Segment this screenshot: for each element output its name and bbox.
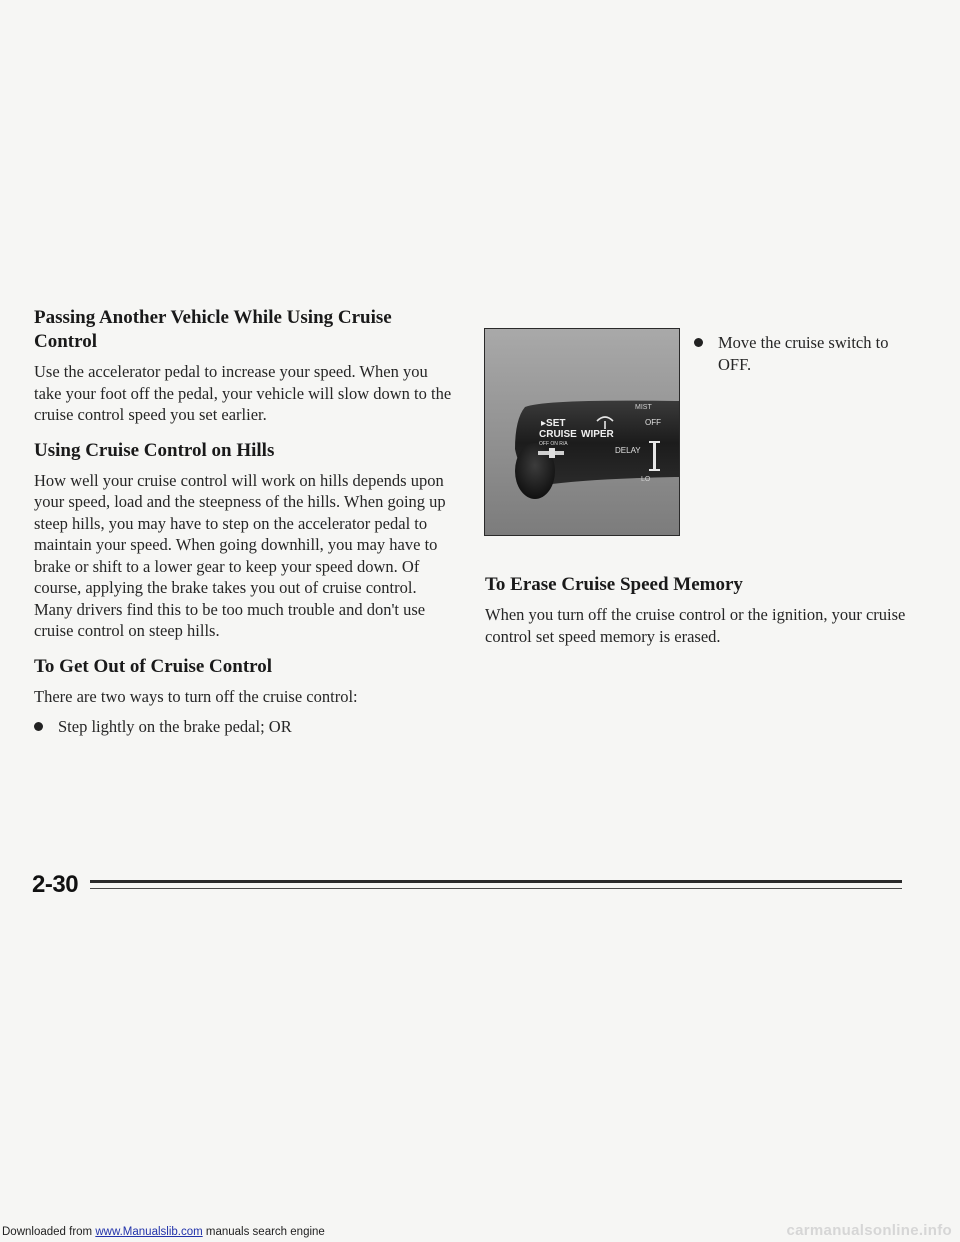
heading-get-out: To Get Out of Cruise Control [34,655,273,677]
wiper-label: WIPER [581,429,614,440]
bullet-icon [34,722,43,731]
cruise-stalk-illustration [485,329,679,535]
list-item-text: Move the cruise switch to OFF. [718,333,889,374]
off-label: OFF [645,418,661,427]
list-item-brake [34,716,452,738]
heading-hills: Using Cruise Control on Hills [34,439,275,461]
download-suffix: manuals search engine [202,1226,325,1238]
manualslib-link[interactable]: www.Manualslib.com [95,1226,203,1238]
download-prefix: Downloaded from [2,1226,96,1238]
list-item-text: Step lightly on the brake pedal; OR [58,717,292,736]
paragraph-passing: Use the accelerator pedal to increase your speed. When you take your foot off the pedal, your vehicle will slow down to the cruise control speed you set earlier. [34,362,452,424]
footer-rule [90,880,902,883]
download-attribution [2,1226,325,1238]
left-column [34,306,452,738]
delay-label: DELAY [615,446,641,455]
cruise-switch-photo [484,328,680,536]
paragraph-hills: How well your cruise control will work on hills depends upon your speed, load and the steepness of the hills. When going up steep hills, you may have to step on the accelerator pedal to maintain your speed. When going downhill, you may have to brake or shift to a lower gear to keep your speed down. Of course, applying the brake takes you out of cruise control. Many drivers find this to be too much trouble and don't use cruise control on steep hills. [34,470,446,640]
cruise-label: CRUISE [539,429,577,440]
footer-rule-thin [90,888,902,889]
off-on-label: OFF ON R/A [539,441,568,447]
erase-memory-section [485,573,925,660]
bullet-icon [694,338,703,347]
watermark-text: carmanualsonline.info [786,1222,952,1239]
heading-erase: To Erase Cruise Speed Memory [485,574,743,595]
heading-passing: Passing Another Vehicle While Using Cruise Control [34,307,392,352]
paragraph-erase: When you turn off the cruise control or the ignition, your cruise control set speed memory is erased. [485,605,906,646]
paragraph-get-out-intro: There are two ways to turn off the cruise control: [34,686,358,706]
mist-label: MIST [635,404,652,411]
set-label: ▸SET [541,418,566,429]
list-item-switch-off [694,332,894,375]
page-number: 2-30 [32,871,79,898]
lo-label: LO [641,476,651,483]
